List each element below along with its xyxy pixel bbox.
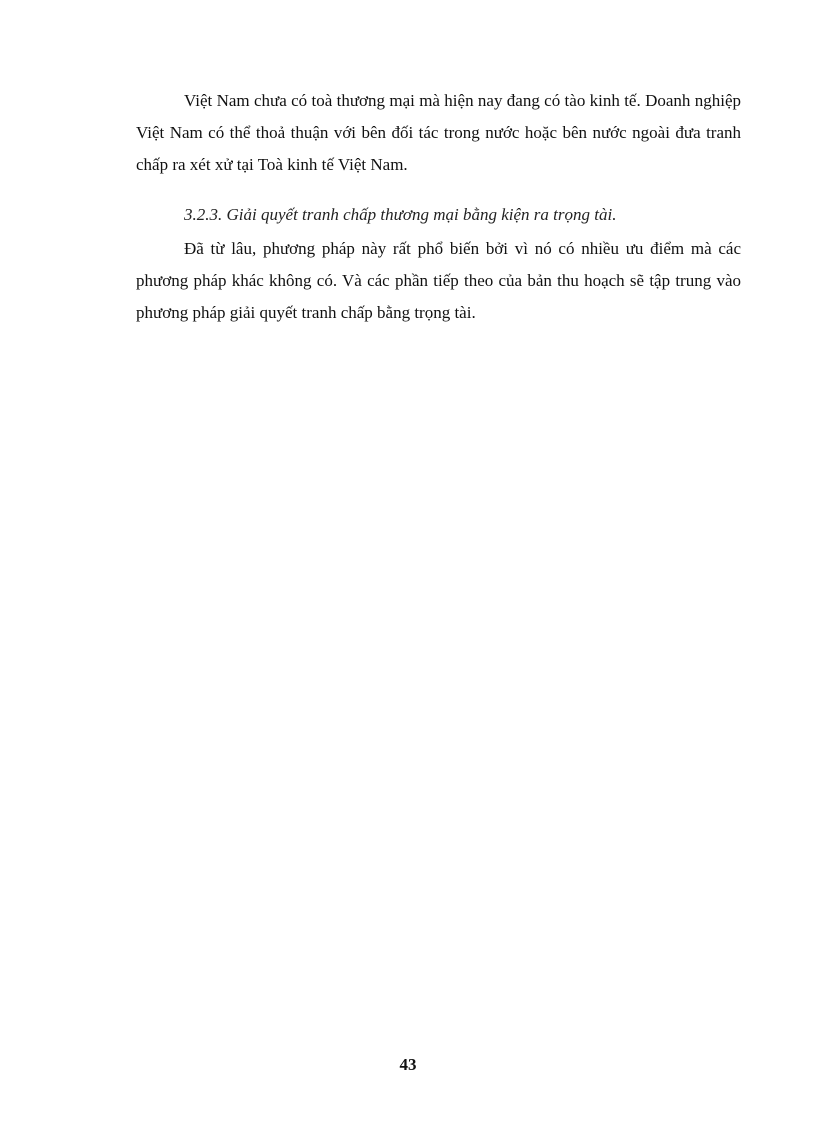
paragraph-toa-kinh-te: Việt Nam chưa có toà thương mại mà hiện nay đang có tào kinh tế. Doanh nghiệp Việt Nam có thể thoả thuận với bên đối tác trong nước hoặc bên nước ngoài đưa tranh chấp ra xét xử tại Toà kinh tế Việt Nam. — [136, 91, 741, 174]
section-heading-3-2-3: 3.2.3. Giải quyết tranh chấp thương mại bằng kiện ra trọng tài. — [184, 205, 617, 224]
paragraph-trong-tai: Đã từ lâu, phương pháp này rất phổ biến bởi vì nó có nhiều ưu điểm mà các phương pháp khác không có. Và các phần tiếp theo của bản thu hoạch sẽ tập trung vào phương pháp giải quyết tranh chấp bằng trọng tài. — [136, 239, 741, 322]
page-number: 43 — [399, 1055, 417, 1074]
